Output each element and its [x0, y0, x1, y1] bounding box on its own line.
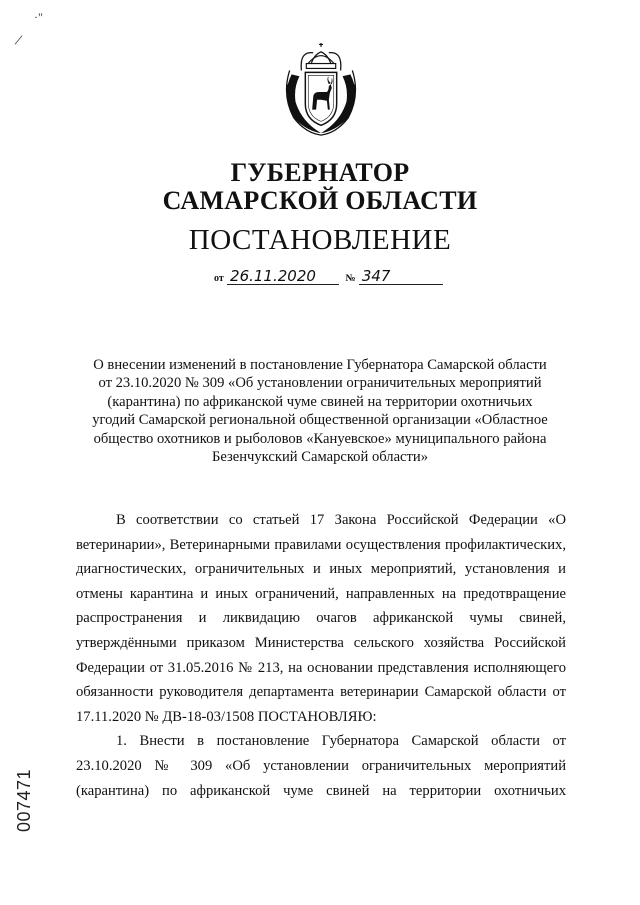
number-label: № — [345, 273, 356, 284]
corner-slash-mark: / — [13, 31, 24, 50]
subject-line: общество охотников и рыболовов «Кануевское» муниципального района — [93, 430, 547, 447]
document-dateline — [214, 268, 443, 285]
subject-line: угодий Самарской региональной общественной организации «Областное — [92, 412, 548, 429]
document-type: ПОСТАНОВЛЕНИЕ — [188, 224, 452, 256]
corner-mark: ·" — [34, 10, 43, 24]
date-label: от — [214, 273, 224, 284]
issuer-title-line1: ГУБЕРНАТОР — [230, 158, 410, 187]
clause-paragraph-1: 1. Внести в постановление Губернатора Самарской области от 23.10.2020 № 309 «Об установлении ограничительных мероприятий (карантина) по африканской чуме свиней на территории охотничьих — [76, 733, 566, 799]
subject-line: О внесении изменений в постановление Губернатора Самарской области — [93, 357, 547, 373]
document-date: 26.11.2020 — [227, 268, 339, 285]
side-serial-stamp: 007471 — [14, 768, 34, 832]
document-number: 347 — [359, 268, 443, 285]
subject-line: (карантина) по африканской чуме свиней на территории охотничьих — [107, 393, 533, 410]
subject-line: Безенчукский Самарской области» — [211, 449, 429, 466]
coat-of-arms-icon — [272, 40, 370, 140]
issuer-title-line2: САМАРСКОЙ ОБЛАСТИ — [162, 186, 478, 215]
subject-line: от 23.10.2020 № 309 «Об установлении ограничительных мероприятий — [98, 375, 542, 392]
preamble-paragraph: В соответствии со статьей 17 Закона Российской Федерации «О ветеринарии», Ветеринарными правилами осуществления профилактических, диагностических, ограничительных и иных мероприятий, установления и отмены карантина и иных ограничений, направленных на предотвращение распространения и ликвидацию очагов африканской чумы свиней, утверждёнными приказом Министерства сельского хозяйства Российской Федерации от 31.05.2016 № 213, на основании представления исполняющего обязанности руководителя департамента ветеринарии Самарской области от 17.11.2020 № ДВ-18-03/1508 ПОСТАНОВЛЯЮ: — [76, 512, 566, 725]
document-body — [76, 508, 566, 803]
document-subject — [60, 356, 580, 466]
